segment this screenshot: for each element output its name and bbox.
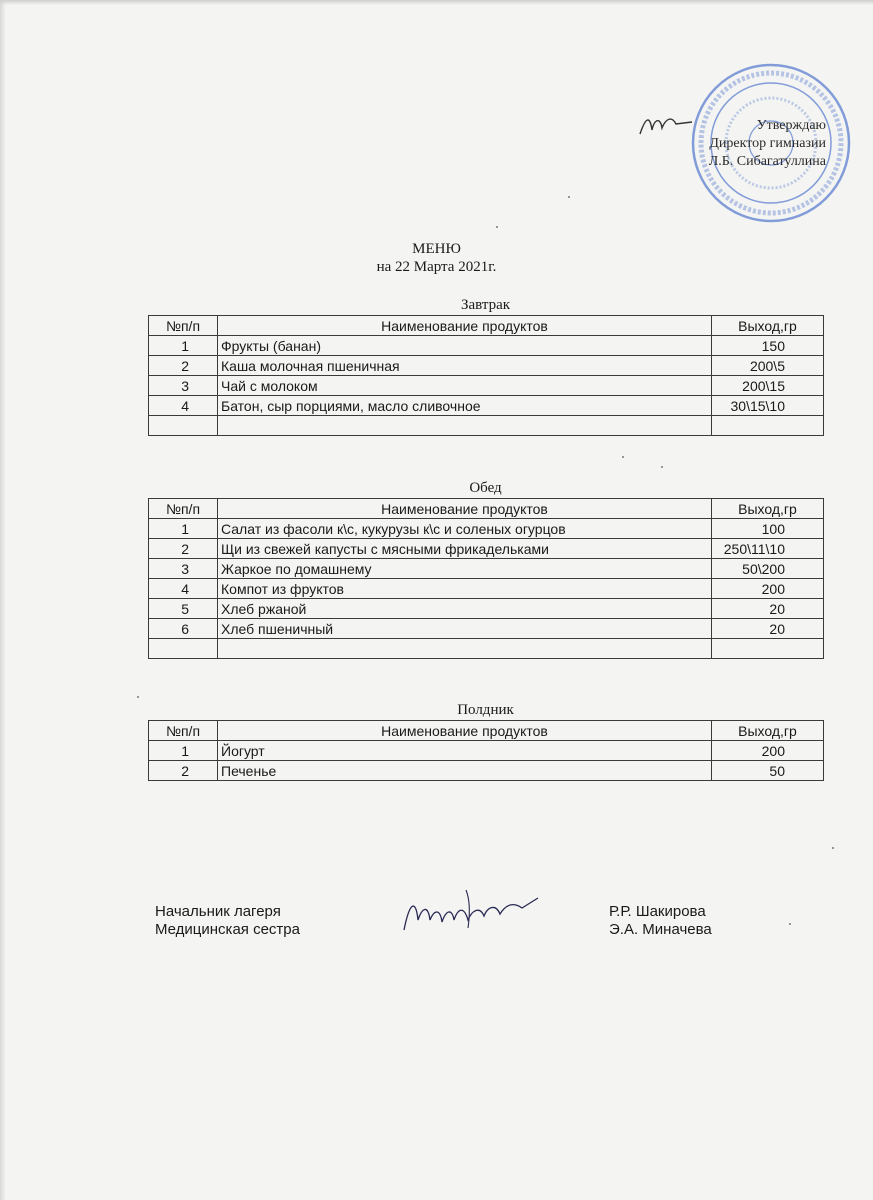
table-row (149, 559, 824, 579)
row-name: Батон, сыр порциями, масло сливочное (218, 396, 712, 416)
row-name: Салат из фасоли к\с, кукурузы к\с и соленых огурцов (218, 519, 712, 539)
table-header (149, 316, 824, 336)
row-qty: 250\11\10 (712, 539, 824, 559)
row-num: 3 (149, 559, 218, 579)
approval-block (709, 117, 826, 171)
role-nurse: Медицинская сестра (155, 921, 300, 938)
row-name: Компот из фруктов (218, 579, 712, 599)
table-row-empty (149, 416, 824, 436)
section-title-lunch: Обед (469, 480, 502, 496)
scan-edge (0, 0, 6, 1200)
row-name: Чай с молоком (218, 376, 712, 396)
table-row (149, 599, 824, 619)
snack-table (148, 720, 824, 781)
section-title-snack: Полдник (457, 702, 514, 718)
person-nurse: Э.А. Миначева (609, 921, 712, 938)
table-row (149, 376, 824, 396)
row-name: Йогурт (218, 741, 712, 761)
approval-line-1: Утверждаю (756, 118, 826, 133)
row-qty: 200 (712, 579, 824, 599)
table-row (149, 741, 824, 761)
scan-speck (137, 696, 139, 698)
table-row (149, 519, 824, 539)
director-signature (636, 110, 694, 140)
empty-cell (218, 639, 712, 659)
column-header-num: №п/п (149, 721, 218, 741)
column-header-qty: Выход,гр (712, 316, 824, 336)
scan-speck (622, 456, 624, 458)
row-name: Каша молочная пшеничная (218, 356, 712, 376)
table-row (149, 356, 824, 376)
column-header-num: №п/п (149, 499, 218, 519)
empty-cell (218, 416, 712, 436)
row-name: Печенье (218, 761, 712, 781)
scan-edge-top (0, 0, 873, 5)
row-name: Хлеб пшеничный (218, 619, 712, 639)
table-row (149, 761, 824, 781)
row-qty: 50\200 (712, 559, 824, 579)
column-header-num: №п/п (149, 316, 218, 336)
row-num: 1 (149, 741, 218, 761)
table-row-empty (149, 639, 824, 659)
row-num: 2 (149, 761, 218, 781)
table-header (149, 721, 824, 741)
row-qty: 200\15 (712, 376, 824, 396)
row-qty: 20 (712, 599, 824, 619)
scan-speck (789, 923, 791, 925)
lunch-table (148, 498, 824, 659)
row-num: 2 (149, 356, 218, 376)
row-num: 3 (149, 376, 218, 396)
approval-line-2: Директор гимназии (709, 136, 826, 151)
table-row (149, 579, 824, 599)
column-header-name: Наименование продуктов (218, 316, 712, 336)
column-header-qty: Выход,гр (712, 721, 824, 741)
row-num: 2 (149, 539, 218, 559)
row-qty: 100 (712, 519, 824, 539)
row-qty: 30\15\10 (712, 396, 824, 416)
empty-cell (712, 639, 824, 659)
empty-cell (712, 416, 824, 436)
row-qty: 50 (712, 761, 824, 781)
row-num: 5 (149, 599, 218, 619)
empty-cell (149, 639, 218, 659)
scan-speck (661, 466, 663, 468)
row-num: 4 (149, 579, 218, 599)
scan-speck (568, 196, 570, 198)
table-header (149, 499, 824, 519)
section-title-breakfast: Завтрак (460, 297, 511, 313)
row-num: 6 (149, 619, 218, 639)
table-row (149, 619, 824, 639)
handwritten-signature (396, 880, 546, 940)
row-qty: 20 (712, 619, 824, 639)
scan-speck (496, 226, 498, 228)
row-name: Жаркое по домашнему (218, 559, 712, 579)
row-name: Фрукты (банан) (218, 336, 712, 356)
row-name: Щи из свежей капусты с мясными фрикадельками (218, 539, 712, 559)
row-num: 4 (149, 396, 218, 416)
row-qty: 150 (712, 336, 824, 356)
person-camp-head: Р.Р. Шакирова (609, 903, 706, 920)
row-qty: 200\5 (712, 356, 824, 376)
row-num: 1 (149, 336, 218, 356)
table-row (149, 396, 824, 416)
column-header-name: Наименование продуктов (218, 721, 712, 741)
row-name: Хлеб ржаной (218, 599, 712, 619)
document-subtitle: на 22 Марта 2021г. (376, 259, 497, 275)
approval-line-3: Л.Б. Сибагатуллина (708, 154, 826, 169)
empty-cell (149, 416, 218, 436)
breakfast-table (148, 315, 824, 436)
row-num: 1 (149, 519, 218, 539)
column-header-name: Наименование продуктов (218, 499, 712, 519)
table-row (149, 539, 824, 559)
table-row (149, 336, 824, 356)
scan-speck (832, 847, 834, 849)
document-title: МЕНЮ (412, 241, 461, 257)
role-camp-head: Начальник лагеря (155, 903, 281, 920)
row-qty: 200 (712, 741, 824, 761)
column-header-qty: Выход,гр (712, 499, 824, 519)
